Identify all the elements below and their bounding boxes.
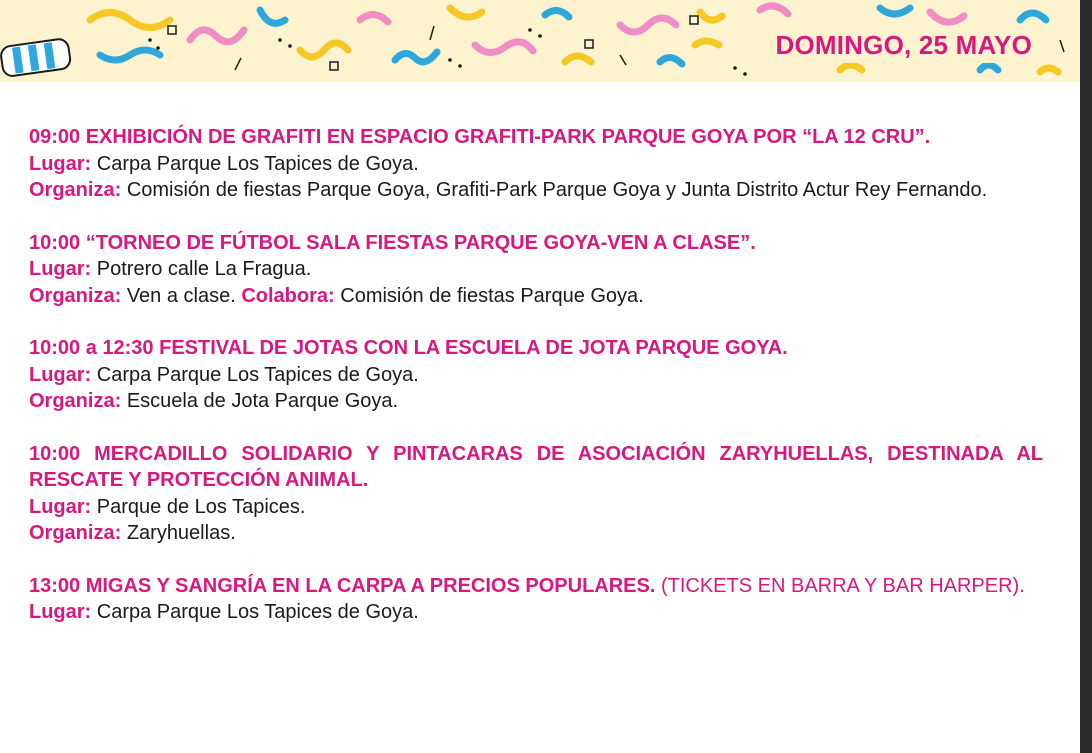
window-edge xyxy=(1080,0,1092,753)
organiza-label: Organiza: xyxy=(29,179,122,201)
lugar-label: Lugar: xyxy=(29,152,92,175)
event-title-extra: (TICKETS EN BARRA Y BAR HARPER). xyxy=(660,574,1025,597)
lugar-value: Potrero calle La Fragua. xyxy=(96,258,312,280)
event-title: 10:00 a 12:30 FESTIVAL DE JOTAS CON LA ESCUELA DE JOTA PARQUE GOYA. xyxy=(29,337,788,359)
lugar-value: Parque de Los Tapices. xyxy=(96,495,306,518)
organiza-value: Comisión de fiestas Parque Goya, Grafiti-Park Parque Goya y Junta Distrito Actur Rey Fernando. xyxy=(126,179,988,201)
event-title-main: 13:00 MIGAS Y SANGRÍA EN LA CARPA A PRECIOS POPULARES. xyxy=(29,574,656,597)
header-banner xyxy=(0,0,1080,82)
organiza-value: Ven a clase. xyxy=(126,284,236,307)
lugar-label: Lugar: xyxy=(29,363,92,386)
lugar-label: Lugar: xyxy=(29,601,92,623)
colabora-label: Colabora: xyxy=(241,284,335,307)
event-title: 10:00 “TORNEO DE FÚTBOL SALA FIESTAS PARQUE GOYA-VEN A CLASE”. xyxy=(29,231,756,254)
event-lugar xyxy=(29,362,1043,389)
event-lugar xyxy=(29,151,1043,178)
event-lugar xyxy=(29,599,1043,626)
lugar-label: Lugar: xyxy=(29,258,92,280)
event-organiza xyxy=(29,283,1043,310)
event-item xyxy=(29,335,1043,415)
event-organiza xyxy=(29,177,1043,204)
event-title: 09:00 EXHIBICIÓN DE GRAFITI EN ESPACIO GRAFITI-PARK PARQUE GOYA POR “LA 12 CRU”. xyxy=(29,126,931,148)
event-item xyxy=(29,230,1043,310)
event-title: 10:00 MERCADILLO SOLIDARIO Y PINTACARAS DE ASOCIACIÓN ZARYHUELLAS, DESTINADA AL RESCATE Y PROTECCIÓN ANIMAL. xyxy=(29,442,1043,491)
event-item xyxy=(29,124,1043,204)
lugar-value: Carpa Parque Los Tapices de Goya. xyxy=(96,601,419,623)
date-heading: DOMINGO, 25 MAYO xyxy=(769,28,1038,63)
lugar-value: Carpa Parque Los Tapices de Goya. xyxy=(96,363,419,386)
organiza-label: Organiza: xyxy=(29,284,122,307)
organiza-value: Escuela de Jota Parque Goya. xyxy=(126,390,399,412)
lugar-label: Lugar: xyxy=(29,495,92,518)
event-organiza xyxy=(29,520,1043,547)
event-organiza xyxy=(29,388,1043,415)
event-lugar xyxy=(29,494,1043,521)
event-item xyxy=(29,441,1043,547)
colabora-value: Comisión de fiestas Parque Goya. xyxy=(340,284,644,307)
event-title xyxy=(29,573,1043,600)
event-item xyxy=(29,573,1043,626)
event-lugar xyxy=(29,256,1043,283)
organiza-label: Organiza: xyxy=(29,390,122,412)
events-list xyxy=(29,124,1043,652)
lugar-value: Carpa Parque Los Tapices de Goya. xyxy=(96,152,419,175)
organiza-value: Zaryhuellas. xyxy=(126,522,236,544)
organiza-label: Organiza: xyxy=(29,522,122,544)
